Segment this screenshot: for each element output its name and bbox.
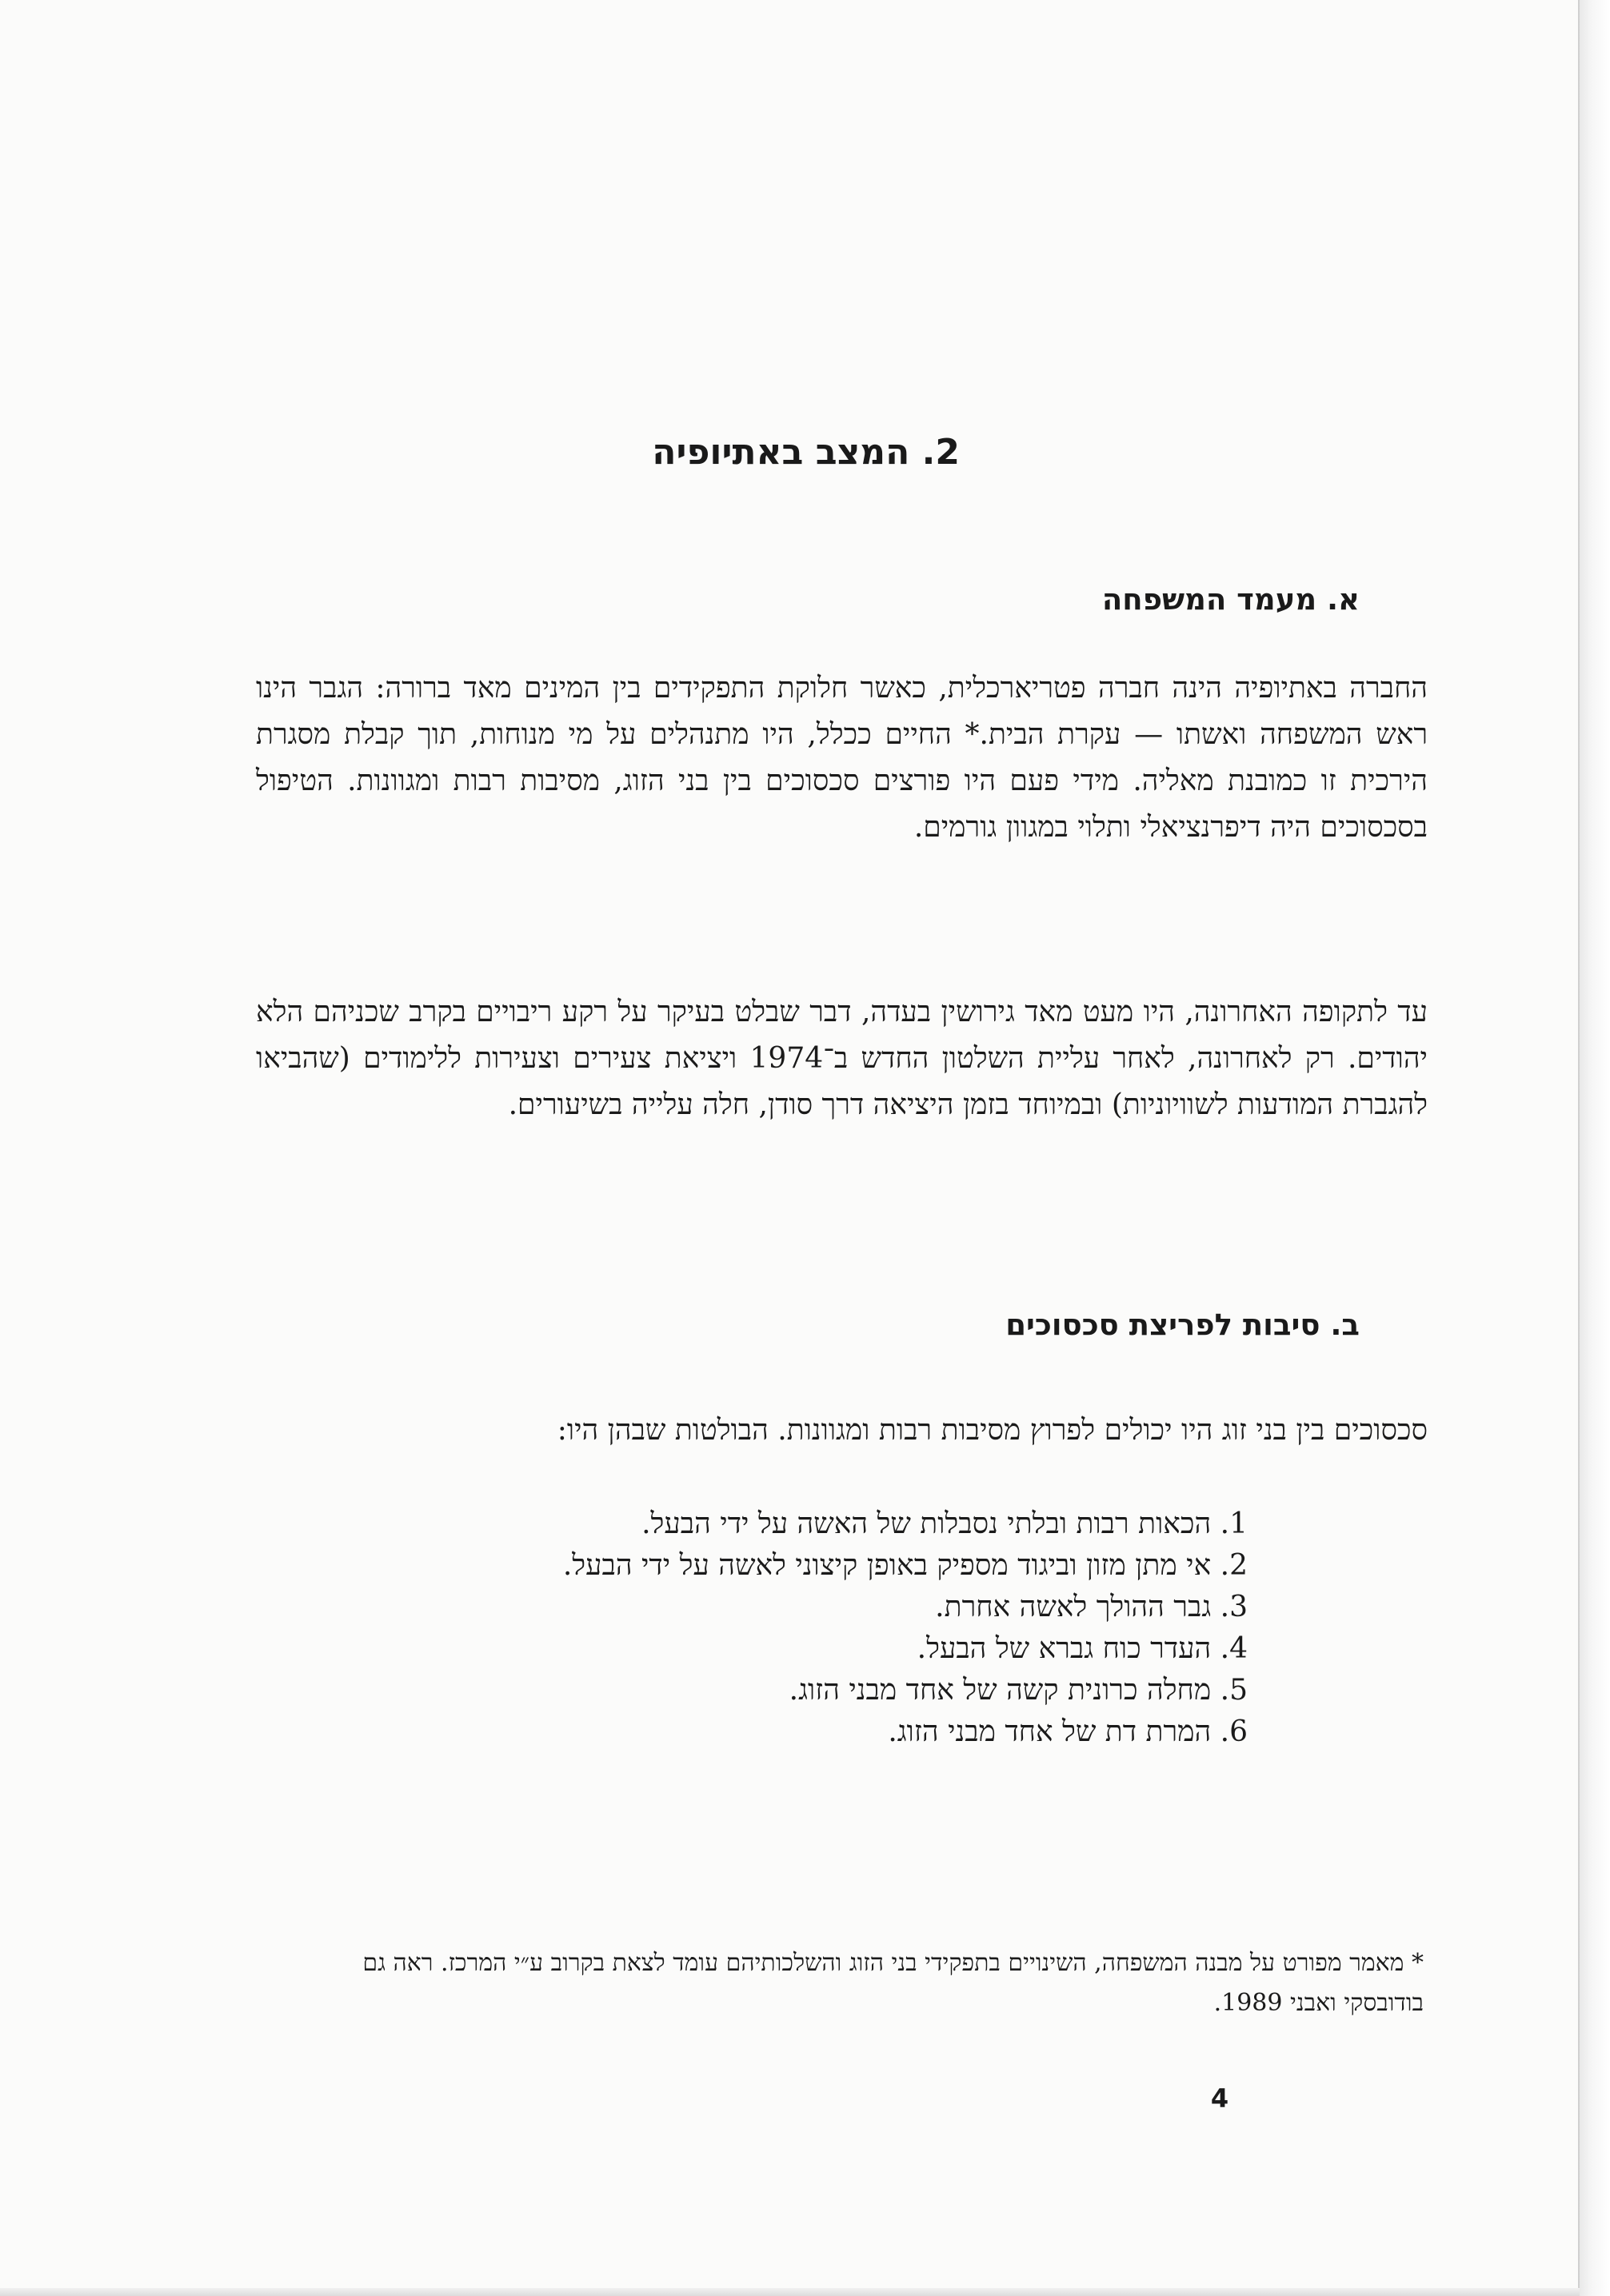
paragraph-family-status-1: החברה באתיופיה הינה חברה פטריארכלית, כאשר חלוקת התפקידים בין המינים מאד ברורה: הגבר הינו ראש המשפחה ואשתו — עקרת הבית.* החיים ככלל, היו מתנהלים על מי מנוחות, תוך קבלת מסגרת הירכית זו כמובנת מאליה. מידי פעם היו פורצים סכסוכים בין בני הזוג, מסיבות רבות ומגוונות. הטיפול בסכסוכים היה דיפרנציאלי ותלוי במגוון גורמים. [256, 672, 1428, 844]
page-edge-shadow [1578, 0, 1610, 2296]
chapter-title: 2. המצב באתיופיה [652, 432, 960, 473]
page-bottom-shadow [0, 2288, 1580, 2296]
page-number: 4 [1210, 2083, 1229, 2114]
section-heading-conflict-reasons: ב. סיבות לפריצת סכסוכים [1005, 1308, 1360, 1342]
footnote: * מאמר מפורט על מבנה המשפחה, השינויים בתפקידי בני הזוג והשלכותיהם עומד לצאת בקרוב ע״י המרכז. ראה גם בודובסקי ואבני 1989. [362, 1949, 1424, 2017]
list-item: 6. המרת דת של אחד מבני הזוג. [888, 1715, 1248, 1748]
conflict-reasons-intro: סכסוכים בין בני זוג היו יכולים לפרוץ מסיבות רבות ומגוונות. הבולטות שבהן היו: [557, 1414, 1428, 1447]
list-item: 1. הכאות רבות ובלתי נסבלות של האשה על ידי הבעל. [641, 1507, 1248, 1540]
list-item: 2. אי מתן מזון וביגוד מספיק באופן קיצוני לאשה על ידי הבעל. [562, 1549, 1248, 1582]
section-heading-family-status: א. מעמד המשפחה [1101, 582, 1360, 617]
list-item: 3. גבר ההולך לאשה אחרת. [935, 1591, 1248, 1623]
paragraph-family-status-2: עד לתקופה האחרונה, היו מעט מאד גירושין בעדה, דבר שבלט בעיקר על רקע ריבויים בקרב שכניהם הלא יהודים. רק לאחרונה, לאחר עליית השלטון החדש ב־1974 ויציאת צעירים וצעירות ללימודים (שהביאו להגברת המודעות לשוויוניות) ובמיוחד בזמן היציאה דרך סודן, חלה עלייה בשיעורים. [256, 996, 1428, 1121]
list-item: 5. מחלה כרונית קשה של אחד מבני הזוג. [789, 1674, 1248, 1707]
list-item: 4. העדר כוח גברא של הבעל. [917, 1632, 1248, 1665]
conflict-reasons-list [240, 1503, 1248, 1753]
